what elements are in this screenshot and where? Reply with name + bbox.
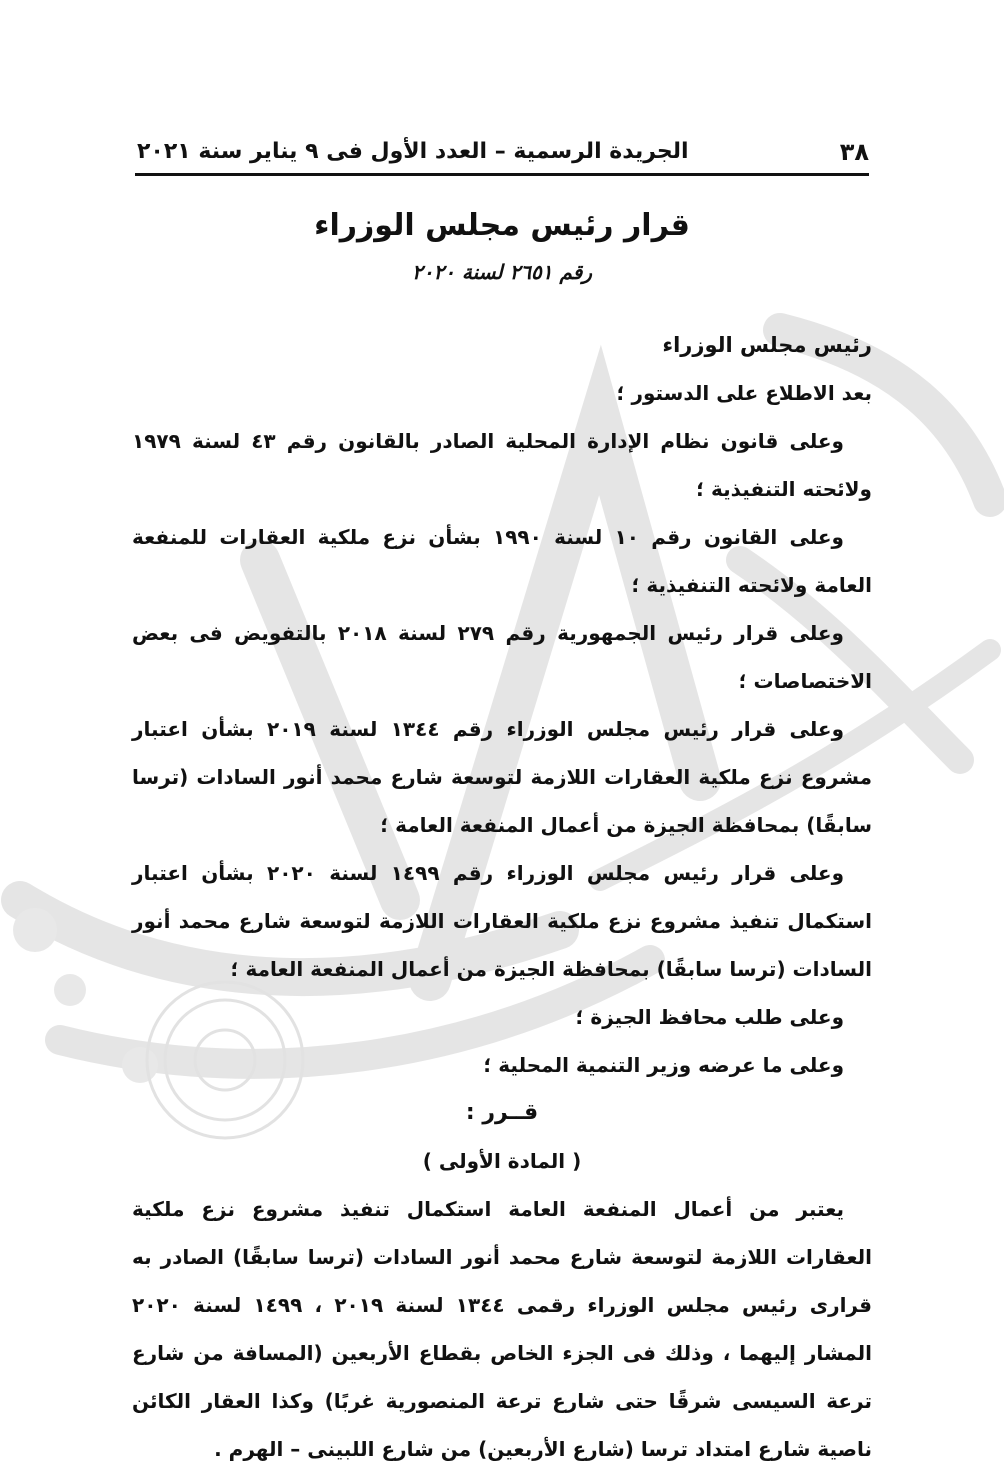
recital-expropriation-law: وعلى القانون رقم ١٠ لسنة ١٩٩٠ بشأن نزع ملكية العقارات للمنفعة العامة ولائحته التنفيذية ؛ [132,525,872,597]
article-text: يعتبر من أعمال المنفعة العامة استكمال تنفيذ مشروع نزع ملكية العقارات اللازمة لتوسعة شارع محمد أنور السادات (ترسا سابقًا) الصادر به قرارى رئيس مجلس الوزراء رقمى ١٣٤٤ لسنة ٢٠١٩ ، ١٤٩٩ لسنة ٢٠٢٠ المشار إليهما ، وذلك فى الجزء الخاص بقطاع الأربعين (المسافة من شارع ترعة السيسى شرقًا حتى شارع ترعة المنصورية غربًا) وكذا العقار الكائن ناصية شارع امتداد ترسا (شارع الأربعين) من شارع اللبينى – الهرم . [132,1197,872,1461]
decreed-label: قــرر : [465,1100,539,1125]
article-heading: ( المادة الأولى ) [422,1149,582,1173]
issuer-heading: رئيس مجلس الوزراء [662,333,872,357]
recital-pm-decree-1499: وعلى قرار رئيس مجلس الوزراء رقم ١٤٩٩ لسنة ٢٠٢٠ بشأن اعتبار استكمال تنفيذ مشروع نزع ملكية العقارات اللازمة لتوسعة شارع محمد أنور السادات (ترسا سابقًا) بمحافظة الجيزة من أعمال المنفعة العامة ؛ [132,861,872,981]
recital-pm-decree-1344: وعلى قرار رئيس مجلس الوزراء رقم ١٣٤٤ لسنة ٢٠١٩ بشأن اعتبار مشروع نزع ملكية العقارات اللازمة لتوسعة شارع محمد أنور السادات (ترسا سابقًا) بمحافظة الجيزة من أعمال المنفعة العامة ؛ [132,717,872,837]
page-number: ٣٨ [839,137,869,166]
recital-presidential-decree: وعلى قرار رئيس الجمهورية رقم ٢٧٩ لسنة ٢٠١٨ بالتفويض فى بعض الاختصاصات ؛ [132,621,872,693]
recital-local-admin-law: وعلى قانون نظام الإدارة المحلية الصادر بالقانون رقم ٤٣ لسنة ١٩٧٩ ولائحته التنفيذية ؛ [132,429,872,501]
decree-body [132,300,872,1473]
recital-governor-request: وعلى طلب محافظ الجيزة ؛ [575,1005,844,1029]
gazette-issue-line: الجريدة الرسمية – العدد الأول فى ٩ يناير سنة ٢٠٢١ [137,139,689,164]
page-header [135,130,869,176]
decree-number: رقم ٢٦٥١ لسنة ٢٠٢٠ [411,260,593,284]
recital-constitution: بعد الاطلاع على الدستور ؛ [616,381,872,405]
recital-minister-submission: وعلى ما عرضه وزير التنمية المحلية ؛ [483,1053,844,1077]
decree-title: قرار رئيس مجلس الوزراء [314,208,690,243]
